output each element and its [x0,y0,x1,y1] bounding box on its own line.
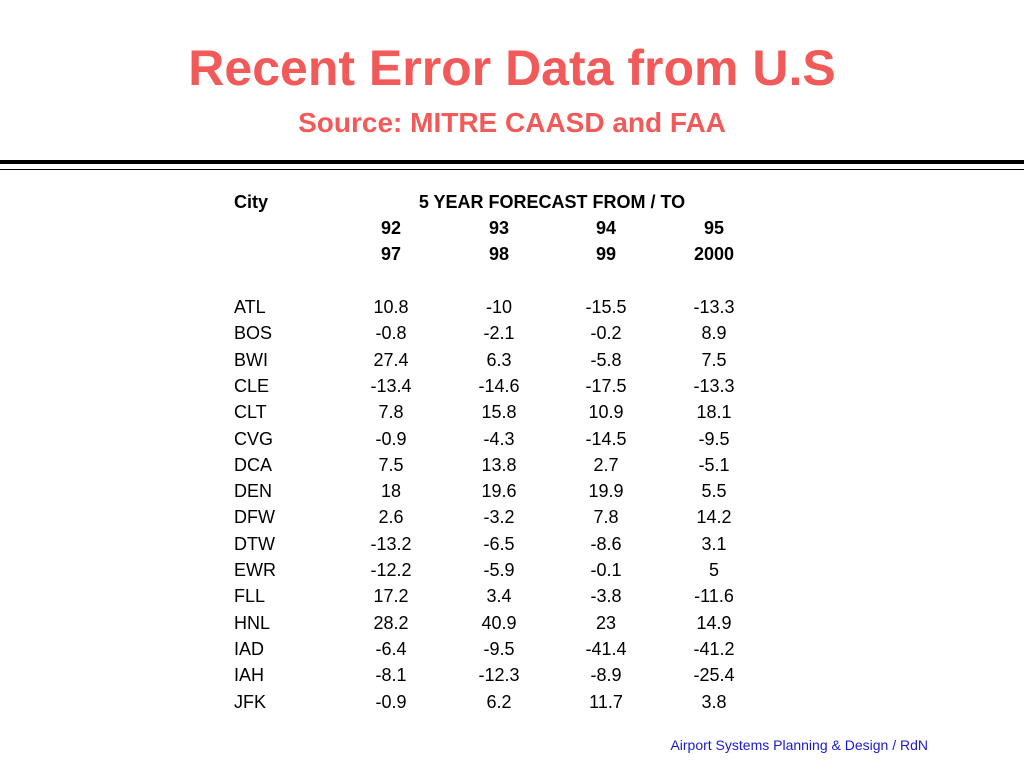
value-cell: -11.6 [694,586,734,607]
value-cell: 2.6 [378,507,404,528]
table-row [0,610,1024,636]
value-cell: 3.4 [486,586,512,607]
city-cell: CVG [234,428,274,449]
value-cell: 10.8 [373,297,409,317]
value-cell: 6.2 [486,691,512,712]
value-cell: -9.5 [483,638,515,659]
value-cell: 11.7 [589,691,623,712]
table-row [0,689,1024,715]
value-cell: -0.8 [375,323,407,344]
slide-title: Recent Error Data from U.S [188,40,836,96]
table-row [0,347,1024,373]
city-cell: DFW [234,507,275,528]
to-years-row [0,241,1024,267]
city-cell: IAD [234,638,265,659]
value-cell: -3.2 [483,507,515,528]
divider-thick [0,160,1024,164]
city-cell: ATL [234,297,266,317]
from-year: 92 [380,218,402,238]
value-cell: -12.3 [478,665,520,686]
value-cell: 14.2 [696,507,732,528]
value-cell: 13.8 [481,454,517,475]
table-row [0,426,1024,452]
value-cell: 14.9 [696,612,732,633]
city-cell: FLL [234,586,266,607]
city-cell: BWI [234,349,268,370]
value-cell: -13.3 [693,375,735,396]
to-year: 97 [380,244,402,264]
value-cell: -41.4 [585,638,627,659]
city-cell: DEN [234,481,273,502]
value-cell: 7.5 [378,454,404,475]
value-cell: -17.5 [585,375,627,396]
from-years-row [0,215,1024,241]
value-cell: -14.6 [478,375,520,396]
value-cell: -41.2 [693,638,735,659]
value-cell: -3.8 [590,586,622,607]
table-row [0,636,1024,662]
value-cell: 19.6 [481,481,517,502]
city-cell: BOS [234,323,273,344]
value-cell: 17.2 [373,586,409,607]
value-cell: 28.2 [373,612,409,633]
value-cell: -5.1 [698,454,730,475]
table-row [0,557,1024,583]
from-year: 95 [703,218,725,238]
from-year: 93 [488,218,510,238]
value-cell: -8.9 [590,665,622,686]
city-cell: DTW [234,533,275,554]
value-cell: -14.5 [585,428,627,449]
from-year: 94 [595,218,617,238]
slide-subtitle: Source: MITRE CAASD and FAA [298,107,726,138]
value-cell: -6.5 [483,533,515,554]
value-cell: -0.1 [590,560,622,580]
value-cell: -5.8 [590,349,622,370]
value-cell: -8.6 [590,533,622,554]
value-cell: 3.8 [701,691,727,712]
footer-credit: Airport Systems Planning & Design / RdN [670,737,928,753]
city-cell: CLT [234,402,267,423]
city-cell: IAH [234,665,265,686]
value-cell: -0.9 [375,691,407,712]
value-cell: -12.2 [370,560,412,580]
to-year: 98 [488,244,510,264]
table-row [0,583,1024,609]
error-data-table [0,189,1024,729]
value-cell: 18.1 [696,402,732,423]
value-cell: -13.3 [693,297,735,317]
value-cell: 2.7 [593,454,619,475]
value-cell: 15.8 [481,402,517,423]
value-cell: 23 [595,612,617,633]
table-row [0,478,1024,504]
table-row [0,531,1024,557]
value-cell: 27.4 [373,349,409,370]
value-cell: -15.5 [585,297,627,317]
table-row [0,662,1024,688]
divider-thin [0,169,1024,170]
value-cell: -0.9 [375,428,407,449]
value-cell: -6.4 [375,638,407,659]
city-cell: HNL [234,612,271,633]
city-column-header: City [234,192,269,212]
table-row [0,399,1024,425]
to-year: 99 [595,244,617,264]
table-row [0,320,1024,346]
value-cell: 6.3 [486,349,512,370]
city-cell: EWR [234,560,276,580]
value-cell: 8.9 [701,323,727,344]
value-cell: 7.8 [378,402,404,423]
value-cell: -9.5 [698,428,730,449]
value-cell: 18 [380,481,402,502]
table-row [0,504,1024,530]
to-year: 2000 [693,244,735,264]
value-cell: 10.9 [588,402,624,423]
value-cell: 5 [708,560,719,580]
value-cell: 7.8 [593,507,619,528]
value-cell: 7.5 [701,349,727,370]
value-cell: -25.4 [693,665,735,686]
table-row [0,373,1024,399]
value-cell: 40.9 [481,612,517,633]
value-cell: -10 [485,297,512,317]
value-cell: -13.4 [370,375,412,396]
city-cell: CLE [234,375,270,396]
value-cell: -8.1 [375,665,407,686]
value-cell: -13.2 [370,533,412,554]
table-row [0,452,1024,478]
value-cell: -0.2 [590,323,622,344]
value-cell: 19.9 [588,481,624,502]
table-header-row [0,189,1024,215]
city-cell: DCA [234,454,273,475]
table-row [0,294,1024,320]
value-cell: 5.5 [701,481,727,502]
value-cell: -4.3 [483,428,515,449]
value-cell: -5.9 [483,560,515,580]
forecast-column-header: 5 YEAR FORECAST FROM / TO [418,192,686,212]
value-cell: 3.1 [701,533,727,554]
city-cell: JFK [234,691,267,712]
value-cell: -2.1 [483,323,515,344]
